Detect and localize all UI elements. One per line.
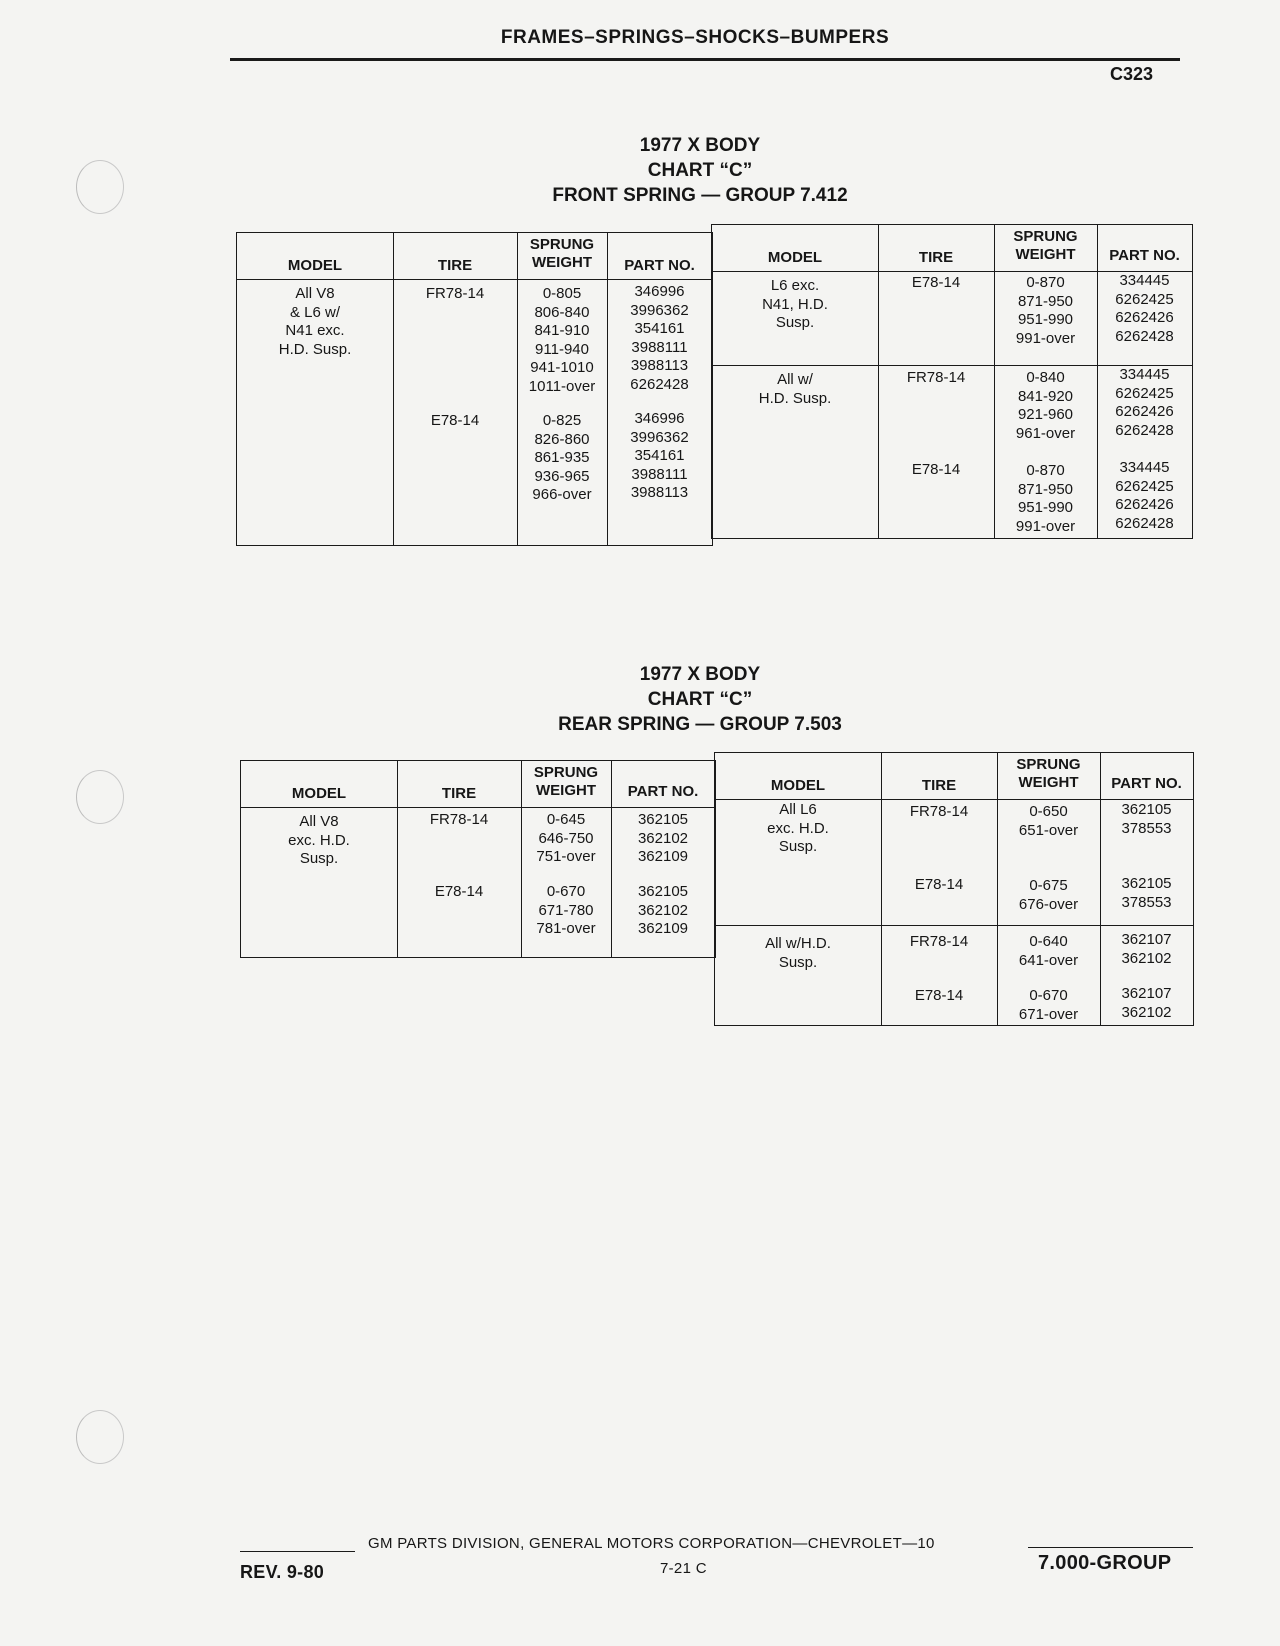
front-chart-title (470, 133, 930, 208)
column-header-tire: TIRE (921, 777, 957, 794)
front-spring-table-right (711, 224, 1193, 539)
column-header-model: MODEL (287, 257, 343, 274)
rear-right-tire-1: FR78-14 (909, 803, 969, 820)
page-header-title: FRAMES–SPRINGS–SHOCKS–BUMPERS (500, 27, 890, 48)
rear-left-tire-1: FR78-14 (429, 811, 489, 828)
front-right-tire-1: E78-14 (911, 274, 961, 291)
rear-left-weights-1: 0-645 646-750 751-over (536, 811, 596, 865)
model-divider (715, 925, 1193, 926)
rear-right-parts-3: 362107 362102 (1121, 931, 1172, 967)
footer-rule-right (1028, 1547, 1193, 1548)
footer-division: GM PARTS DIVISION, GENERAL MOTORS CORPORATION—CHEVROLET—10 (368, 1535, 935, 1552)
header-divider (241, 807, 715, 808)
column-header-tire: TIRE (437, 257, 473, 274)
rear-spring-table-right (714, 752, 1194, 1026)
header-rule (230, 58, 1180, 61)
front-left-parts-2: 346996 3996362 354161 3988111 3988113 (630, 410, 689, 501)
binder-hole-middle (76, 770, 124, 824)
front-right-tire-2: FR78-14 (906, 369, 966, 386)
column-header-tire: TIRE (441, 785, 477, 802)
front-right-parts-2: 334445 6262425 6262426 6262428 (1115, 366, 1174, 439)
rear-right-parts-2: 362105 378553 (1121, 875, 1172, 911)
rear-right-parts-1: 362105 378553 (1121, 801, 1172, 837)
front-right-model-1: L6 exc. N41, H.D. Susp. (762, 277, 828, 331)
rear-right-weights-1: 0-650 651-over (1018, 803, 1079, 839)
front-right-parts-3: 334445 6262425 6262426 6262428 (1115, 459, 1174, 532)
column-header-model: MODEL (291, 785, 347, 802)
front-chart-title-line-1: 1977 X BODY (639, 135, 761, 156)
front-chart-title-line-3: FRONT SPRING — GROUP 7.412 (552, 185, 848, 206)
column-header-sprung-weight: SPRUNG WEIGHT (1016, 756, 1081, 791)
rear-right-model-2: All w/H.D. Susp. (765, 935, 831, 971)
binder-hole-top (76, 160, 124, 214)
rear-right-weights-4: 0-670 671-over (1018, 987, 1079, 1023)
column-header-part-no: PART NO. (1109, 247, 1180, 264)
column-header-sprung-weight: SPRUNG WEIGHT (533, 764, 599, 799)
front-right-model-2: All w/ H.D. Susp. (758, 371, 832, 407)
rear-chart-title (470, 662, 930, 737)
column-header-part-no: PART NO. (1111, 775, 1182, 792)
header-divider (237, 279, 712, 280)
front-right-weights-2: 0-840 841-920 921-960 961-over (1015, 369, 1076, 442)
column-header-model: MODEL (767, 249, 823, 266)
page-code: C323 (1110, 64, 1154, 84)
rear-chart-title-line-1: 1977 X BODY (639, 664, 761, 685)
front-left-model: All V8 & L6 w/ N41 exc. H.D. Susp. (278, 285, 352, 358)
footer-date-code: 7-21 C (660, 1560, 707, 1577)
rear-right-weights-2: 0-675 676-over (1018, 877, 1079, 913)
front-spring-table-left (236, 232, 713, 546)
front-right-weights-3: 0-870 871-950 951-990 991-over (1015, 462, 1076, 535)
rear-right-tire-4: E78-14 (914, 987, 964, 1004)
footer-revision: REV. 9-80 (240, 1562, 325, 1582)
rear-left-parts-2: 362105 362102 362109 (637, 883, 689, 937)
rear-left-model: All V8 exc. H.D. Susp. (288, 813, 350, 867)
front-left-tire-2: E78-14 (430, 412, 480, 429)
front-chart-title-line-2: CHART “C” (647, 160, 753, 181)
rear-left-tire-2: E78-14 (434, 883, 484, 900)
front-left-tire-1: FR78-14 (425, 285, 485, 302)
front-right-tire-3: E78-14 (911, 461, 961, 478)
column-header-sprung-weight: SPRUNG WEIGHT (529, 236, 595, 271)
footer-group: 7.000-GROUP (1038, 1552, 1172, 1574)
rear-right-weights-3: 0-640 641-over (1018, 933, 1079, 969)
binder-hole-bottom (76, 1410, 124, 1464)
front-left-weights-1: 0-805 806-840 841-910 911-940 941-1010 1011-over (528, 285, 596, 395)
front-right-parts-1: 334445 6262425 6262426 6262428 (1115, 272, 1174, 345)
front-right-weights-1: 0-870 871-950 951-990 991-over (1015, 274, 1076, 347)
column-header-part-no: PART NO. (627, 783, 699, 800)
column-header-tire: TIRE (918, 249, 954, 266)
rear-left-weights-2: 0-670 671-780 781-over (536, 883, 596, 937)
footer-rule-left (240, 1551, 355, 1552)
front-left-parts-1: 346996 3996362 354161 3988111 3988113 6262428 (630, 283, 689, 393)
column-header-sprung-weight: SPRUNG WEIGHT (1013, 228, 1078, 263)
column-header-part-no: PART NO. (624, 257, 695, 274)
rear-chart-title-line-2: CHART “C” (647, 689, 753, 710)
column-header-model: MODEL (770, 777, 826, 794)
rear-right-tire-3: FR78-14 (909, 933, 969, 950)
rear-left-parts-1: 362105 362102 362109 (637, 811, 689, 865)
rear-spring-table-left (240, 760, 716, 958)
rear-chart-title-line-3: REAR SPRING — GROUP 7.503 (558, 714, 842, 735)
rear-right-tire-2: E78-14 (914, 876, 964, 893)
rear-right-model-1: All L6 exc. H.D. Susp. (767, 801, 829, 855)
header-divider (715, 799, 1193, 800)
front-left-weights-2: 0-825 826-860 861-935 936-965 966-over (532, 412, 592, 503)
rear-right-parts-4: 362107 362102 (1121, 985, 1172, 1021)
